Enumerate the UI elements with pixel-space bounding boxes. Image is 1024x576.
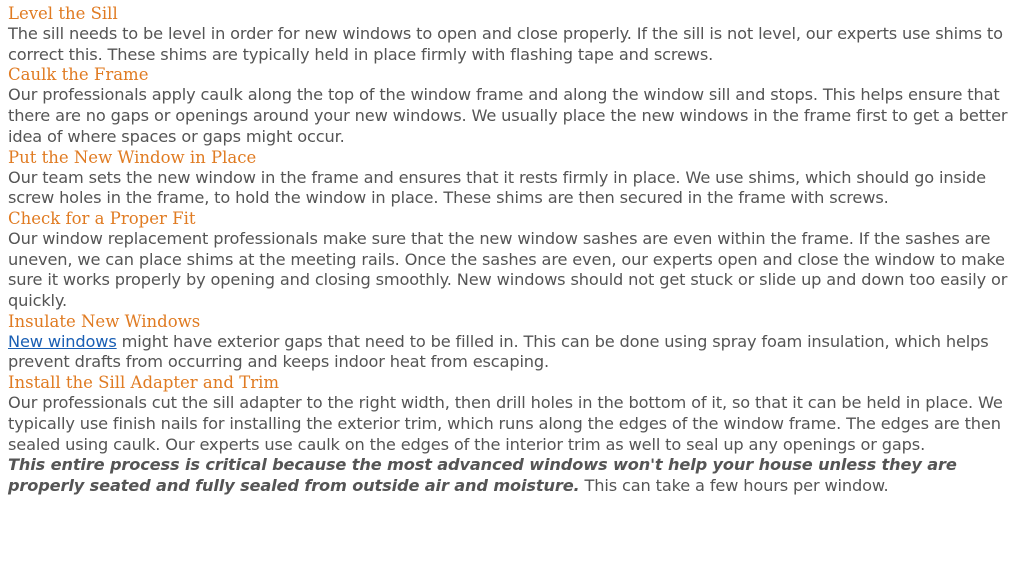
section-body-insulate-text: might have exterior gaps that need to be filled in. This can be done using spray foam insulation, which helps prevent drafts from occurring and keeps indoor heat from escaping. (8, 331, 989, 372)
section-body-check-fit: Our window replacement professionals make sure that the new window sashes are even within the frame. If the sashes are uneven, we can place shims at the meeting rails. Once the sashes are even, our experts open and close the window to make sure it works properly by opening and closing smoothly. New windows should not get stuck or slide up and down too easily or quickly. (8, 228, 1008, 311)
section-body-sill-adapter: Our professionals cut the sill adapter to the right width, then drill holes in the bottom of it, so that it can be held in place. We typically use finish nails for installing the exterior trim, which runs along the edges of the window frame. The edges are then sealed using caulk. Our experts use caulk on the edges of the interior trim as well to seal up any openings or gaps. (8, 393, 1003, 454)
section-heading-sill-adapter: Install the Sill Adapter and Trim (8, 373, 280, 393)
closing-rest: This can take a few hours per window. (579, 475, 889, 495)
section-heading-caulk-frame: Caulk the Frame (8, 65, 149, 85)
section-body-caulk-frame: Our professionals apply caulk along the top of the window frame and along the window sill and stops. This helps ensure that there are no gaps or openings around your new windows. We usually place the new windows in the frame first to get a better idea of where spaces or gaps might occur. (8, 85, 1008, 146)
section-heading-check-fit: Check for a Proper Fit (8, 208, 196, 228)
article-content (8, 4, 1016, 497)
closing-paragraph (8, 455, 1016, 496)
section-heading-level-sill: Level the Sill (8, 4, 118, 23)
section-body-level-sill: The sill needs to be level in order for new windows to open and close properly. If the sill is not level, our experts use shims to correct this. These shims are typically held in place firmly with flashing tape and screws. (8, 24, 1003, 64)
section-heading-insulate: Insulate New Windows (8, 311, 201, 331)
section-heading-put-window: Put the New Window in Place (8, 147, 257, 167)
section-body-insulate (8, 332, 1016, 373)
section-body-put-window: Our team sets the new window in the frame and ensures that it rests firmly in place. We use shims, which should go inside screw holes in the frame, to hold the window in place. These shims are then secured in the frame with screws. (8, 167, 986, 208)
new-windows-link[interactable]: New windows (8, 331, 117, 351)
closing-emphasis: This entire process is critical because the most advanced windows won't help your house unless they are properly seated and fully sealed from outside air and moisture. (8, 455, 957, 495)
